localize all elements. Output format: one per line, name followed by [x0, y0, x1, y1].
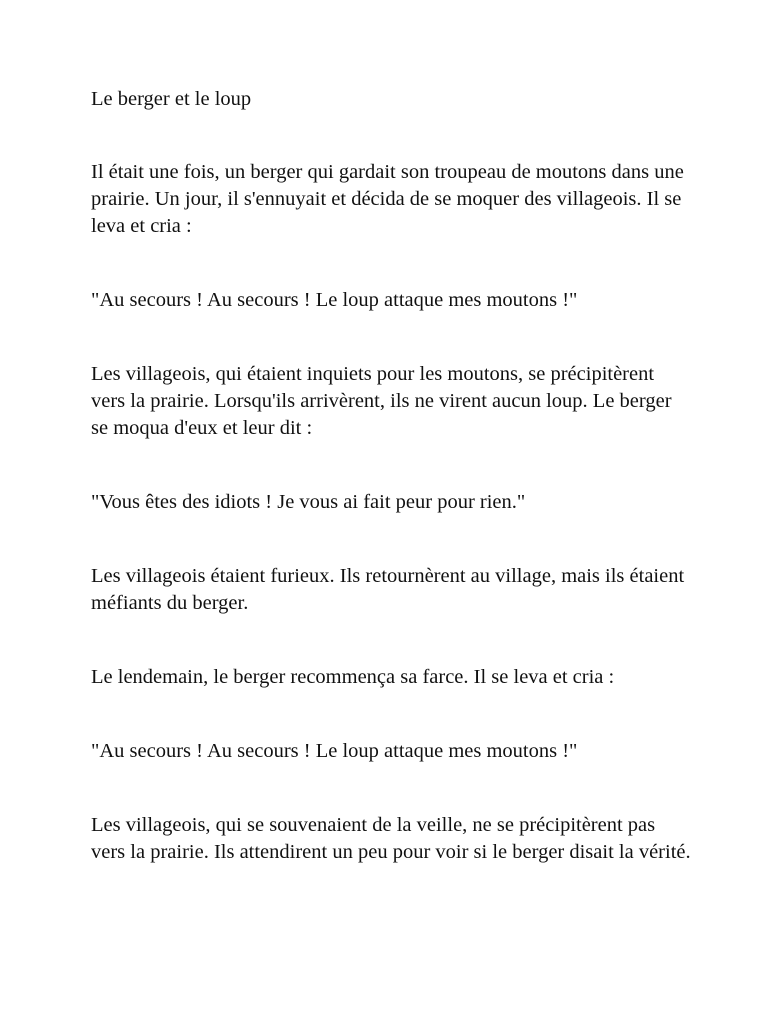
paragraph-villagers-wait: Les villageois, qui se souvenaient de la veille, ne se précipitèrent pas vers la prairie. Ils attendirent un peu pour voir si le berger disait la vérité.: [91, 814, 691, 863]
paragraph-first-cry: "Au secours ! Au secours ! Le loup attaque mes moutons !": [91, 289, 578, 311]
paragraph-villagers-rush: Les villageois, qui étaient inquiets pour les moutons, se précipitèrent vers la prairie. Lorsqu'ils arrivèrent, ils ne virent aucun loup. Le berger se moqua d'eux et leur dit :: [91, 363, 672, 439]
document-body: [91, 86, 691, 913]
story-title: Le berger et le loup: [91, 88, 252, 110]
paragraph-intro: Il était une fois, un berger qui gardait son troupeau de moutons dans une prairie. Un jour, il s'ennuyait et décida de se moquer des villageois. Il se leva et cria :: [91, 161, 684, 237]
paragraph-villagers-furious: Les villageois étaient furieux. Ils retournèrent au village, mais ils étaient méfiants du berger.: [91, 565, 685, 614]
paragraph-second-cry: "Au secours ! Au secours ! Le loup attaque mes moutons !": [91, 740, 578, 762]
paragraph-mockery: "Vous êtes des idiots ! Je vous ai fait peur pour rien.": [91, 491, 526, 513]
paragraph-next-day: Le lendemain, le berger recommença sa farce. Il se leva et cria :: [91, 666, 615, 688]
